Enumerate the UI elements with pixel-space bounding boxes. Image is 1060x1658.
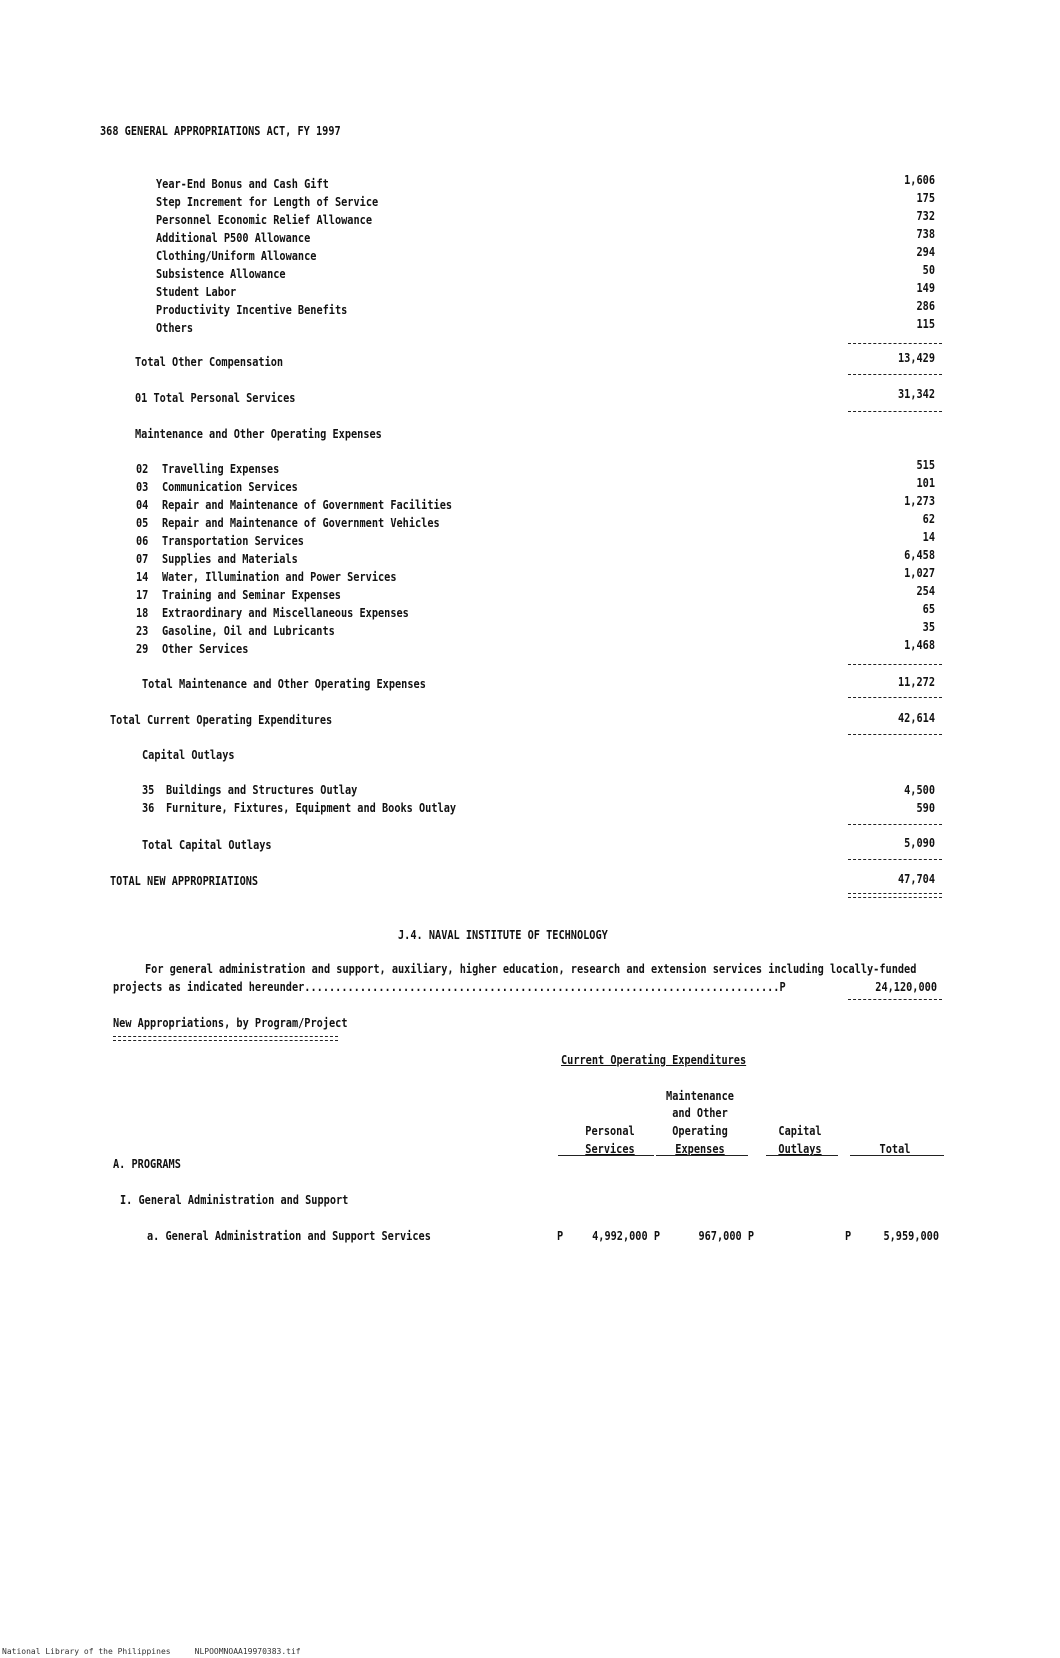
rule (848, 374, 942, 375)
list-item-code: 14 (136, 569, 149, 584)
list-item-label: Training and Seminar Expenses (162, 587, 341, 602)
row-a-peso-1: P (557, 1228, 564, 1243)
list-item-code: 29 (136, 641, 149, 656)
col-underline (850, 1155, 944, 1156)
current-operating-heading: Current Operating Expenditures (561, 1052, 747, 1067)
rule (848, 697, 942, 698)
total-current-label: Total Current Operating Expenditures (110, 712, 333, 727)
row-a-personal: 4,992,000 P (592, 1228, 660, 1243)
col-underline (656, 1155, 748, 1156)
para-line-2: projects as indicated hereunder.............................................................................P (113, 979, 786, 994)
list-item-label: Additional P500 Allowance (156, 230, 311, 245)
section-title: J.4. NAVAL INSTITUTE OF TECHNOLOGY (398, 927, 608, 942)
list-item-code: 18 (136, 605, 149, 620)
col-capital-line1: Capital (778, 1123, 822, 1138)
list-item-amount: 101 (916, 475, 935, 490)
list-item-code: 06 (136, 533, 149, 548)
list-item-amount: 65 (922, 601, 935, 616)
capital-heading: Capital Outlays (142, 747, 235, 762)
new-appropriations-heading: New Appropriations, by Program/Project (113, 1015, 348, 1030)
total-capital-label: Total Capital Outlays (142, 837, 272, 852)
col-capital-line2: Outlays (778, 1141, 822, 1156)
para-line-1: For general administration and support, auxiliary, higher education, research and extension services including locally-funded (145, 961, 917, 976)
list-item-label: Personnel Economic Relief Allowance (156, 212, 372, 227)
mooe-heading: Maintenance and Other Operating Expenses (135, 426, 382, 441)
total-personal-services-label: 01 Total Personal Services (135, 390, 296, 405)
col-mooe-line1: Maintenance (666, 1088, 734, 1103)
rule (848, 824, 942, 825)
programs-heading: A. PROGRAMS (113, 1156, 181, 1171)
list-item-amount: 115 (916, 316, 935, 331)
list-item-label: Repair and Maintenance of Government Facilities (162, 497, 453, 512)
total-mooe-amount: 11,272 (897, 674, 935, 689)
list-item-label: Repair and Maintenance of Government Vehicles (162, 515, 440, 530)
rule (848, 411, 942, 412)
list-item-amount: 4,500 (904, 782, 935, 797)
list-item-amount: 254 (916, 583, 935, 598)
list-item-label: Buildings and Structures Outlay (166, 782, 358, 797)
list-item-label: Transportation Services (162, 533, 304, 548)
list-item-label: Water, Illumination and Power Services (162, 569, 397, 584)
footer: National Library of the Philippines NLPOOMNOAA19970383.tif (2, 1647, 301, 1656)
rule (848, 859, 942, 860)
list-item-label: Subsistence Allowance (156, 266, 286, 281)
rule (848, 893, 942, 894)
list-item-amount: 14 (922, 529, 935, 544)
col-personal-line1: Personal (585, 1123, 635, 1138)
total-current-amount: 42,614 (897, 710, 935, 725)
list-item-amount: 175 (916, 190, 935, 205)
list-item-amount: 35 (922, 619, 935, 634)
col-underline (558, 1155, 654, 1156)
list-item-amount: 1,027 (904, 565, 935, 580)
list-item-label: Student Labor (156, 284, 237, 299)
list-item-amount: 149 (916, 280, 935, 295)
list-item-label: Other Services (162, 641, 249, 656)
total-other-compensation-amount: 13,429 (897, 350, 935, 365)
list-item-amount: 50 (922, 262, 935, 277)
list-item-amount: 738 (916, 226, 935, 241)
rule (848, 999, 942, 1000)
list-item-amount: 1,273 (904, 493, 935, 508)
row-a-peso-3: P (845, 1228, 852, 1243)
list-item-amount: 6,458 (904, 547, 935, 562)
list-item-label: Clothing/Uniform Allowance (156, 248, 317, 263)
list-item-amount: 1,606 (904, 172, 935, 187)
list-item-label: Communication Services (162, 479, 298, 494)
col-mooe-line3: Operating (672, 1123, 728, 1138)
rule (113, 1036, 338, 1037)
list-item-amount: 515 (916, 457, 935, 472)
list-item-code: 36 (142, 800, 155, 815)
para-amount: 24,120,000 (875, 979, 937, 994)
list-item-label: Gasoline, Oil and Lubricants (162, 623, 335, 638)
total-new-amount: 47,704 (897, 871, 935, 886)
row-a-label: a. General Administration and Support Services (147, 1228, 431, 1243)
rule (113, 1040, 338, 1041)
program-i-heading: I. General Administration and Support (120, 1192, 349, 1207)
list-item-code: 35 (142, 782, 155, 797)
total-personal-services-amount: 31,342 (897, 386, 935, 401)
list-item-amount: 62 (922, 511, 935, 526)
total-new-label: TOTAL NEW APPROPRIATIONS (110, 873, 259, 888)
list-item-label: Productivity Incentive Benefits (156, 302, 348, 317)
page-title: 368 GENERAL APPROPRIATIONS ACT, FY 1997 (100, 123, 341, 138)
total-other-compensation-label: Total Other Compensation (135, 354, 284, 369)
list-item-label: Step Increment for Length of Service (156, 194, 379, 209)
list-item-label: Others (156, 320, 194, 335)
list-item-amount: 732 (916, 208, 935, 223)
col-underline (766, 1155, 838, 1156)
row-a-total: 5,959,000 (883, 1228, 939, 1243)
list-item-code: 23 (136, 623, 149, 638)
total-mooe-label: Total Maintenance and Other Operating Expenses (142, 676, 426, 691)
list-item-amount: 286 (916, 298, 935, 313)
list-item-code: 05 (136, 515, 149, 530)
list-item-code: 07 (136, 551, 149, 566)
list-item-label: Furniture, Fixtures, Equipment and Books Outlay (166, 800, 457, 815)
col-total: Total (879, 1141, 911, 1156)
list-item-amount: 590 (916, 800, 935, 815)
rule (848, 734, 942, 735)
list-item-amount: 294 (916, 244, 935, 259)
col-mooe-line2: and Other (672, 1105, 728, 1120)
list-item-label: Year-End Bonus and Cash Gift (156, 176, 329, 191)
rule (848, 664, 942, 665)
list-item-amount: 1,468 (904, 637, 935, 652)
row-a-mooe: 967,000 P (698, 1228, 754, 1243)
list-item-label: Extraordinary and Miscellaneous Expenses (162, 605, 409, 620)
list-item-code: 17 (136, 587, 149, 602)
list-item-code: 02 (136, 461, 149, 476)
list-item-label: Supplies and Materials (162, 551, 298, 566)
rule (848, 343, 942, 344)
list-item-code: 04 (136, 497, 149, 512)
list-item-label: Travelling Expenses (162, 461, 280, 476)
col-personal-line2: Services (585, 1141, 635, 1156)
list-item-code: 03 (136, 479, 149, 494)
rule (848, 897, 942, 898)
col-mooe-line4: Expenses (675, 1141, 725, 1156)
total-capital-amount: 5,090 (904, 835, 935, 850)
